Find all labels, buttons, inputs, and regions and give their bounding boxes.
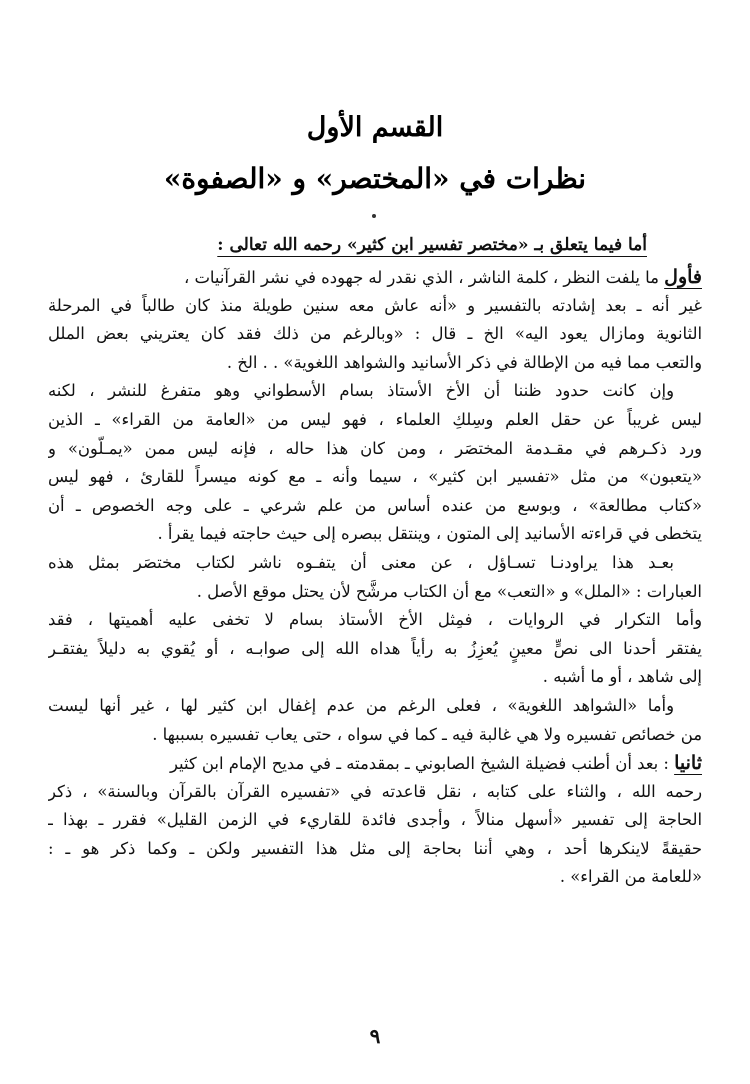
paragraph-line: إلى شاهد ، أو ما أشبه . bbox=[542, 667, 702, 687]
paragraph-line: بعـد هذا يراودنـا تسـاؤل ، عن معنى أن يتفـوه ناشر لكتاب مختصَر بمثل هذه bbox=[48, 552, 674, 572]
paragraph-line bbox=[48, 749, 702, 778]
paragraph-line: والتعب مما فيه من الإطالة في ذكر الأسانيد والشواهد اللغوية» . . الخ . bbox=[226, 352, 702, 372]
paragraph-line: يفتقر أحدنا الى نصٍّ معينٍ يُعزِزُ به رأياً هداه الله إلى صوابـه ، أو يُقوي به دليلاً يفتقـر bbox=[48, 638, 702, 658]
paragraph-line: العبارات : «الملل» و «التعب» مع أن الكتاب مرشَّح لأن يحتل موقع الأصل . bbox=[196, 581, 702, 601]
paragraph-line: الحاجة إلى تفسير «أسهل منالاً ، وأجدى فائدة للقاريء في الزمن القليل» فقرر ـ بهذا ـ bbox=[48, 810, 702, 830]
paragraph-line: غير أنه ـ بعد إشادته بالتفسير و «أنه عاش معه سنين طويلة منذ كان طالباً في المرحلة bbox=[48, 295, 702, 315]
line-text: : بعد أن أطنب فضيلة الشيخ الصابوني ـ بمقدمته ـ في مديح الإمام ابن كثير bbox=[169, 754, 669, 774]
paragraph-line: ليس غريباً عن حقل العلم وسِلكِ العلماء ، فهو ليس من «العامة من القراء» ـ الذين bbox=[48, 409, 702, 429]
section-subtitle: نظرات في «المختصر» و «الصفوة» bbox=[163, 162, 587, 195]
paragraph-line: وأما التكرار في الروايات ، فمِثل الأخ الأستاذ بسام لا تخفى عليه أهميتها ، فقد bbox=[48, 610, 702, 630]
section-title: القسم الأول bbox=[306, 112, 444, 143]
point-label-second: ثانيا bbox=[674, 752, 702, 775]
paragraph-line: وإن كانت حدود ظننا أن الأخ الأستاذ بسام الأسطواني وهو متفرغ للنشر ، لكنه bbox=[48, 381, 674, 401]
body-text-block bbox=[48, 263, 702, 892]
separator-dot bbox=[372, 214, 376, 218]
topic-heading-text: أما فيما يتعلق بـ «مختصر تفسير ابن كثير» رحمه الله تعالى : bbox=[217, 235, 647, 255]
paragraph-line: «كتاب مطالعة» ، وبوسع من عنده أساس من علم شرعي ـ على وجه الخصوص ـ أن bbox=[48, 495, 702, 515]
paragraph-line: وأما «الشواهد اللغوية» ، فعلى الرغم من عدم إغفال ابن كثير لها ، غير أنها ليست bbox=[48, 695, 674, 715]
paragraph-line: من خصائص تفسيره ولا هي غالبة فيه ـ كما في سواه ، حتى يعاب تفسيره بسببها . bbox=[152, 724, 702, 744]
paragraph-line bbox=[48, 263, 702, 292]
paragraph-line: ورد ذكـرهم في مقـدمة المختصَر ، ومن كان هذا حاله ، فإنه ليس ممن «يمـلّون» و bbox=[48, 438, 702, 458]
paragraph-line: رحمه الله ، والثناء على كتابه ، نقل قاعدته في «تفسيره القرآن بالقرآن وبالسنة» ، ذكر bbox=[48, 781, 702, 801]
line-text: ما يلفت النظر ، كلمة الناشر ، الذي نقدر له جهوده في نشر القرآنيات ، bbox=[183, 268, 659, 287]
paragraph-line: «يتعبون» من مثل «تفسير ابن كثير» ، سيما وأنه ـ مع كونه ميسراً للقارئ ، فهو ليس bbox=[48, 467, 702, 487]
paragraph-line: الثانوية ومازال يعود اليه» الخ ـ قال : «وبالرغم من ذلك فقد كان يعتريني بعض الملل bbox=[48, 324, 702, 344]
paragraph-line: يتخطى في قراءته الأسانيد إلى المتون ، وينتقل ببصره إلى حيث حاجته فيما يقرأ . bbox=[157, 524, 702, 544]
topic-heading bbox=[67, 235, 647, 255]
page-number: ٩ bbox=[369, 1024, 381, 1048]
point-label-first: فأول bbox=[664, 266, 702, 288]
paragraph-line: حقيقةً لاينكرها أحد ، وهي أننا بحاجة إلى مثل هذا التفسير ولكن ـ وكما ذكر هو ـ : bbox=[48, 838, 702, 858]
paragraph-line: «للعامة من القراء» . bbox=[559, 867, 702, 887]
